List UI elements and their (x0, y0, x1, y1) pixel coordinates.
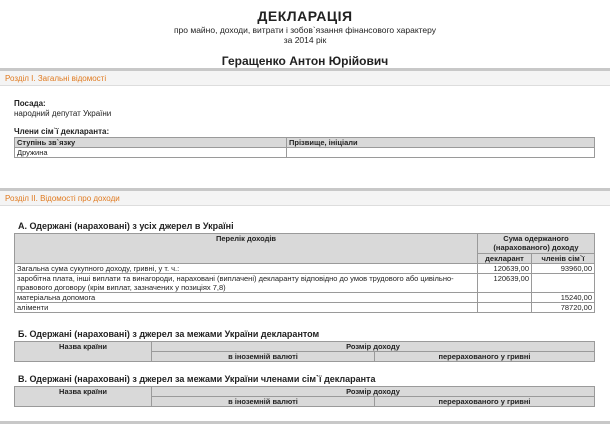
table-cell: Загальна сума сукупного доходу, гривні, у т. ч.: (15, 264, 478, 274)
table-cell: заробітна плата, інші виплати та винагороди, нараховані (виплачені) декларанту відповідно до умов трудового або цивільно-правового договору (крім виплат, зазначених у позиціях 7,8) (15, 274, 478, 293)
declarant-name: Геращенко Антон Юрійович (221, 54, 389, 68)
column-header: членів сім`ї (532, 254, 595, 264)
table-cell: 93960,00 (532, 264, 595, 274)
table-cell: матеріальна допомога (15, 293, 478, 303)
table-cell (287, 148, 595, 158)
column-header: в іноземній валюті (152, 352, 375, 362)
table-row (15, 274, 595, 293)
section-general-info (0, 68, 610, 166)
family-table (14, 137, 595, 158)
column-header: Прізвище, ініціали (287, 138, 595, 148)
table-header-row (15, 387, 595, 397)
position-value: народний депутат України (14, 109, 112, 118)
part-a-title: А. Одержані (нараховані) з усіх джерел в Україні (18, 221, 234, 231)
table-cell (478, 303, 532, 313)
table-header-row (15, 342, 595, 352)
income-ukraine-table (14, 233, 595, 313)
position-label: Посада: (14, 99, 46, 108)
family-label: Члени сім`ї декларанта: (14, 127, 110, 136)
document-title: ДЕКЛАРАЦІЯ (257, 8, 353, 24)
table-cell: 120639,00 (478, 264, 532, 274)
table-cell (478, 293, 532, 303)
document-subtitle: про майно, доходи, витрати і зобов`язання фінансового характеру (173, 25, 437, 35)
column-header: Розмір доходу (152, 342, 595, 352)
column-header: перерахованого у гривні (375, 397, 595, 407)
table-header-row (15, 138, 595, 148)
table-cell: 78720,00 (532, 303, 595, 313)
column-header: Розмір доходу (152, 387, 595, 397)
table-cell (532, 274, 595, 293)
document-year: за 2014 рік (283, 35, 327, 45)
column-header: Перелік доходів (15, 234, 478, 264)
table-row (15, 264, 595, 274)
section-income (0, 188, 610, 424)
column-header: декларант (478, 254, 532, 264)
column-header: в іноземній валюті (152, 397, 375, 407)
table-cell: Дружина (15, 148, 287, 158)
income-abroad-family-table (14, 386, 595, 407)
column-header: перерахованого у гривні (375, 352, 595, 362)
column-header: Назва країни (15, 342, 152, 362)
table-cell: аліменти (15, 303, 478, 313)
table-header-row (15, 234, 595, 254)
column-header: Сума одержаного (нарахованого) доходу (478, 234, 595, 254)
column-header: Ступінь зв`язку (15, 138, 287, 148)
table-row (15, 293, 595, 303)
part-b-title: Б. Одержані (нараховані) з джерел за межами України декларантом (18, 329, 320, 339)
part-c-title: В. Одержані (нараховані) з джерел за межами України членами сім`ї декларанта (18, 374, 376, 384)
income-abroad-declarant-table (14, 341, 595, 362)
table-cell: 15240,00 (532, 293, 595, 303)
section-heading: Розділ І. Загальні відомості (0, 71, 610, 86)
section-heading: Розділ ІІ. Відомості про доходи (0, 191, 610, 206)
column-header: Назва країни (15, 387, 152, 407)
table-cell: 120639,00 (478, 274, 532, 293)
table-row (15, 303, 595, 313)
table-row (15, 148, 595, 158)
